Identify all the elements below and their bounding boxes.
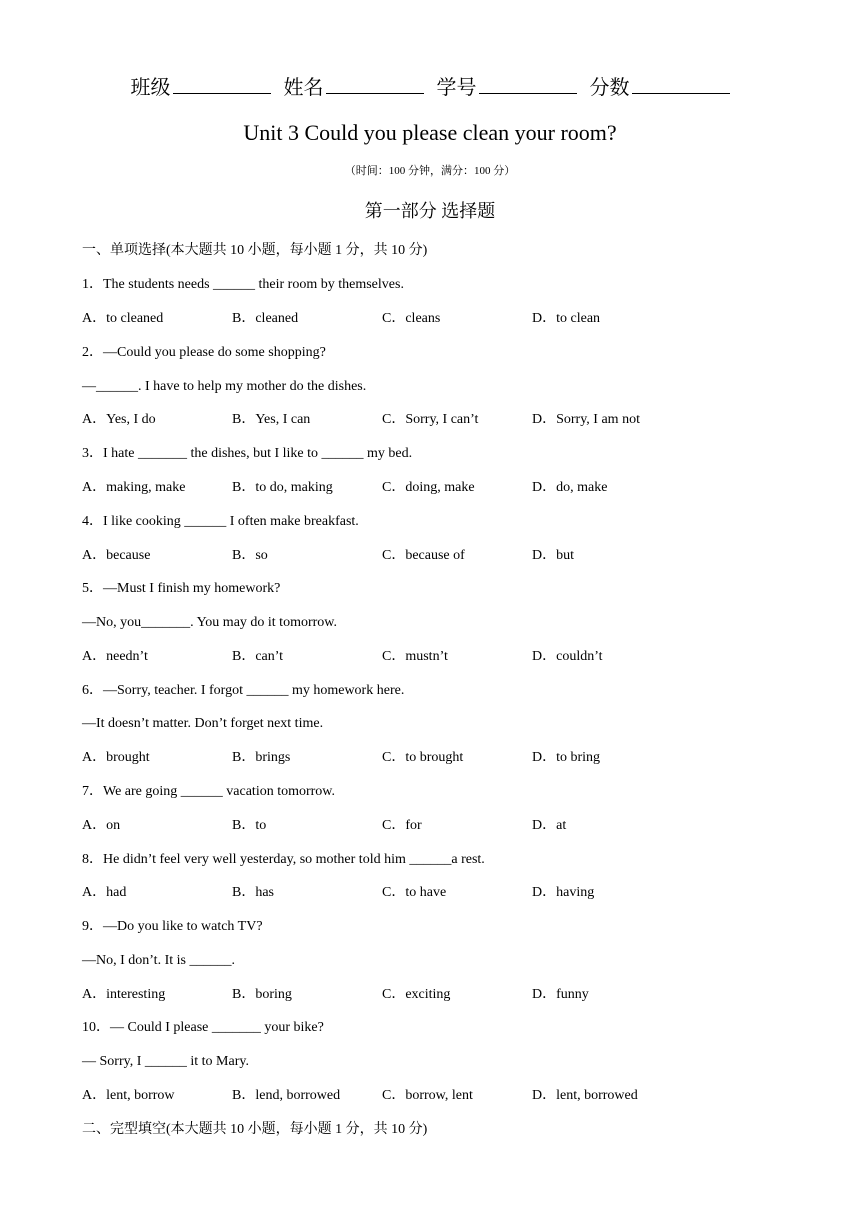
exam-time-info: （时间：100 分钟，满分：100 分） <box>344 165 516 177</box>
option-c[interactable]: C．to brought <box>382 750 464 765</box>
student-info-line <box>0 72 860 104</box>
options-row <box>82 748 802 768</box>
options-row <box>82 647 802 667</box>
option-a[interactable]: A．because <box>82 548 151 563</box>
option-a[interactable]: A．lent, borrow <box>82 1088 175 1103</box>
question-text: —No, you_______. You may do it tomorrow. <box>82 615 337 630</box>
option-a[interactable]: A．Yes, I do <box>82 412 156 427</box>
score-field: 分数 <box>590 72 730 104</box>
question-text: 9．—Do you like to watch TV? <box>82 919 263 934</box>
question-text: — Sorry, I ______ it to Mary. <box>82 1054 249 1069</box>
option-a[interactable]: A．to cleaned <box>82 311 164 326</box>
option-c[interactable]: C．Sorry, I can’t <box>382 412 479 427</box>
student-id-blank[interactable] <box>479 73 577 94</box>
score-blank[interactable] <box>632 73 730 94</box>
page-title: Unit 3 Could you please clean your room? <box>243 120 617 145</box>
option-d[interactable]: D．do, make <box>532 480 608 495</box>
option-a[interactable]: A．interesting <box>82 987 166 1002</box>
class-field: 班级 <box>131 72 271 104</box>
question-text: —No, I don’t. It is ______. <box>82 953 235 968</box>
question-text: 1．The students needs ______ their room by themselves. <box>82 277 404 292</box>
option-a[interactable]: A．making, make <box>82 480 186 495</box>
question-text: 4．I like cooking ______ I often make breakfast. <box>82 514 359 529</box>
options-row <box>82 985 802 1005</box>
question-text: —______. I have to help my mother do the dishes. <box>82 379 367 394</box>
option-d[interactable]: D．having <box>532 885 595 900</box>
option-c[interactable]: C．because of <box>382 548 465 563</box>
class-blank[interactable] <box>173 73 271 94</box>
option-a[interactable]: A．on <box>82 818 121 833</box>
options-row <box>82 410 802 430</box>
option-a[interactable]: A．brought <box>82 750 150 765</box>
option-c[interactable]: C．mustn’t <box>382 649 448 664</box>
options-row <box>82 1086 802 1106</box>
question-text: 7．We are going ______ vacation tomorrow. <box>82 784 336 799</box>
question-text: —It doesn’t matter. Don’t forget next time. <box>82 716 324 731</box>
part-title: 第一部分 选择题 <box>364 201 496 221</box>
name-blank[interactable] <box>326 73 424 94</box>
option-d[interactable]: D．Sorry, I am not <box>532 412 640 427</box>
option-b[interactable]: B．lend, borrowed <box>232 1088 341 1103</box>
options-row <box>82 478 802 498</box>
option-b[interactable]: B．can’t <box>232 649 284 664</box>
option-b[interactable]: B．to do, making <box>232 480 333 495</box>
options-row <box>82 546 802 566</box>
option-d[interactable]: D．at <box>532 818 567 833</box>
option-b[interactable]: B．Yes, I can <box>232 412 311 427</box>
options-row <box>82 883 802 903</box>
option-d[interactable]: D．to bring <box>532 750 601 765</box>
option-c[interactable]: C．cleans <box>382 311 441 326</box>
option-b[interactable]: B．brings <box>232 750 291 765</box>
option-c[interactable]: C．doing, make <box>382 480 475 495</box>
option-d[interactable]: D．couldn’t <box>532 649 603 664</box>
question-text: 3．I hate _______ the dishes, but I like to ______ my bed. <box>82 446 413 461</box>
option-c[interactable]: C．borrow, lent <box>382 1088 473 1103</box>
option-d[interactable]: D．to clean <box>532 311 601 326</box>
option-c[interactable]: C．for <box>382 818 422 833</box>
option-b[interactable]: B．cleaned <box>232 311 299 326</box>
option-d[interactable]: D．funny <box>532 987 589 1002</box>
section-heading: 二、完型填空(本大题共 10 小题，每小题 1 分，共 10 分) <box>82 1122 428 1137</box>
option-b[interactable]: B．boring <box>232 987 292 1002</box>
student-id-field: 学号 <box>437 72 577 104</box>
question-text: 2．—Could you please do some shopping? <box>82 345 326 360</box>
options-row <box>82 816 802 836</box>
question-text: 5．—Must I finish my homework? <box>82 581 281 596</box>
question-text: 6．—Sorry, teacher. I forgot ______ my homework here. <box>82 683 405 698</box>
option-b[interactable]: B．has <box>232 885 274 900</box>
option-b[interactable]: B．to <box>232 818 267 833</box>
section-heading: 一、单项选择(本大题共 10 小题，每小题 1 分，共 10 分) <box>82 243 428 258</box>
option-a[interactable]: A．had <box>82 885 127 900</box>
option-d[interactable]: D．but <box>532 548 574 563</box>
question-text: 10．— Could I please _______ your bike? <box>82 1020 324 1035</box>
option-c[interactable]: C．to have <box>382 885 447 900</box>
name-field: 姓名 <box>284 72 424 104</box>
question-text: 8．He didn’t feel very well yesterday, so mother told him ______a rest. <box>82 852 485 867</box>
options-row <box>82 309 802 329</box>
option-c[interactable]: C．exciting <box>382 987 451 1002</box>
option-b[interactable]: B．so <box>232 548 268 563</box>
option-d[interactable]: D．lent, borrowed <box>532 1088 638 1103</box>
option-a[interactable]: A．needn’t <box>82 649 148 664</box>
